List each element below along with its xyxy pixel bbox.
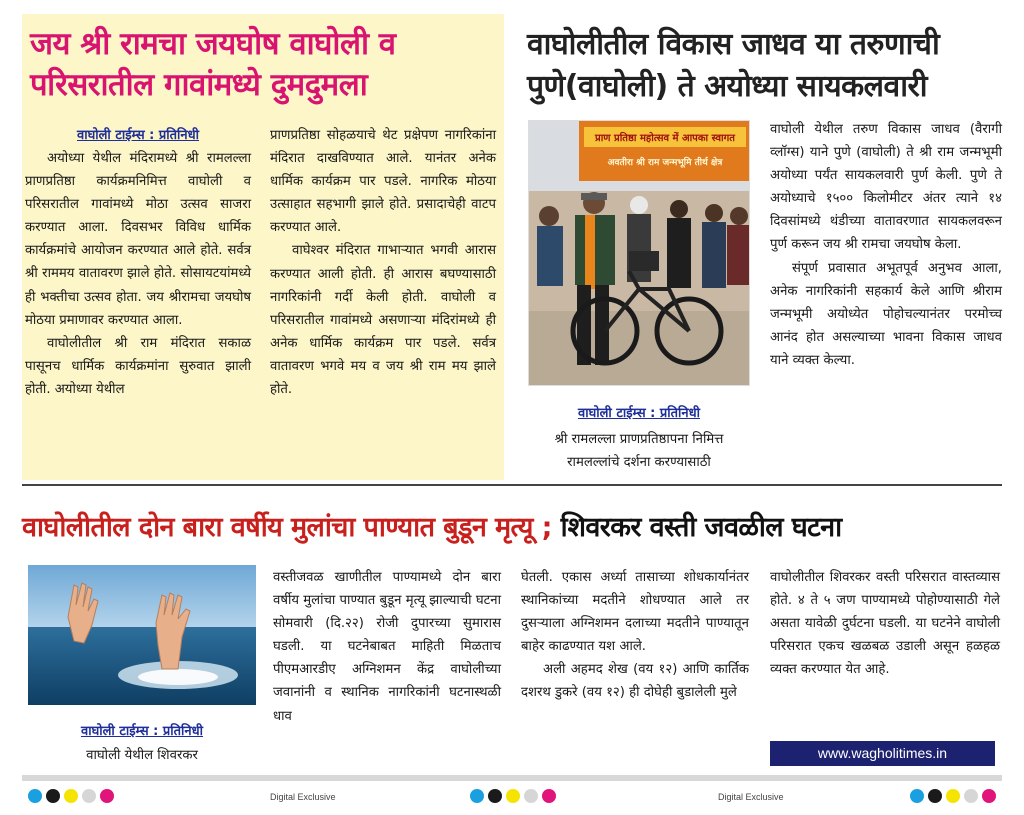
story2-byline-wrap — [528, 402, 750, 425]
black-dot — [46, 789, 60, 803]
story2-caption: श्री रामलल्ला प्राणप्रतिष्ठापना निमित्त रामलल्लांचे दर्शना करण्यासाठी — [554, 432, 724, 470]
story3-column-2 — [521, 566, 749, 705]
registration-marks-right — [910, 789, 996, 803]
story2-column — [770, 118, 1002, 372]
story3-headline-red: वाघोलीतील दोन बारा वर्षीय मुलांचा पाण्यात बुडून मृत्यू ; — [22, 512, 552, 543]
story1-column-2 — [270, 124, 496, 401]
cyan-dot — [910, 789, 924, 803]
story1-headline: जय श्री रामचा जयघोष वाघोली व परिसरातील गावांमध्ये दुमदुमला — [30, 26, 396, 103]
story3-headline — [22, 510, 1007, 546]
drowning-hands-photo — [28, 565, 256, 705]
story1-byline: वाघोली टाईम्स : प्रतिनिधी — [76, 128, 200, 143]
cyan-dot — [28, 789, 42, 803]
cyan-dot — [470, 789, 484, 803]
yellow-dot — [946, 789, 960, 803]
paragraph: वाघेश्वर मंदिरात गाभाऱ्यात भगवी आरास करण्यात आली होती. ही आरास बघण्यासाठी नागरिकांनी गर्दी केली होती. वाघोली व परिसरातील गावांमध्ये असणाऱ्या मंदिरांमध्ये ही अनेक धार्मिक कार्यक्रम पार पडले. सर्वत्र वातावरण भगवे मय व जय श्री राम मय झाले होते. — [270, 243, 496, 398]
drowning-photo-illustration — [28, 565, 256, 705]
story1-column-1 — [25, 124, 251, 401]
cyclist-photo-illustration — [529, 121, 750, 386]
paragraph: अयोध्या येथील मंदिरामध्ये श्री रामलल्ला प्राणप्रतिष्ठा कार्यक्रमनिमित्त वाघोली व परिसरातील गावांमध्ये मोठा उत्सव साजरा करण्यात आला. दिवसभर विविध धार्मिक कार्यक्रमांचे आयोजन करण्यात आले होते. सर्वत्र श्री राममय वातावरण झाले होते. सोसायटयांमध्ये ही भक्तीचा उत्सव होता. जय श्रीरामचा जयघोष मोठया प्रमाणावर करण्यात आला. — [25, 151, 251, 328]
registration-marks-left — [28, 789, 114, 803]
magenta-dot — [542, 789, 556, 803]
paragraph: वाघोली येथील तरुण विकास जाधव (वैरागी व्लॉग्स) याने पुणे (वाघोली) ते श्री राम जन्मभूमी अयोध्या पर्यंत सायकलवारी पुर्ण केली. पुणे ते अयोध्याचे १५०० किलोमीटर अंतर त्याने १४ दिवसांमध्ये थंडीच्या वातावरणात सायकलवरून पुर्ण करून जय श्री रामचा जयघोष केला. — [770, 122, 1002, 253]
photo-banner-text-2: अवतीरा श्री राम जन्मभूमि तीर्थ क्षेत्र — [607, 158, 723, 168]
paragraph: वाघोलीतील शिवरकर वस्ती परिसरात वास्तव्यास होते. ४ ते ५ जण पाण्यामध्ये पोहोण्यासाठी गेले असता यावेळी दुर्घटना घडली. या घटनेने वाघोली परिसरात एकच खळबळ उडाली असून हळहळ व्यक्त करण्यात येत आहे. — [770, 570, 1000, 678]
story-ram-celebration — [22, 14, 504, 480]
cyclist-ayodhya-photo — [528, 120, 750, 386]
magenta-dot — [982, 789, 996, 803]
grey-dot — [964, 789, 978, 803]
website-link[interactable]: www.wagholitimes.in — [770, 741, 995, 766]
story3-lead: वाघोली येथील शिवरकर — [86, 748, 198, 763]
magenta-dot — [100, 789, 114, 803]
section-divider — [22, 484, 1002, 486]
paragraph: वाघोलीतील श्री राम मंदिरात सकाळ पासूनच धार्मिक कार्यक्रमांना सुरुवात झाली होती. अयोध्या येथील — [25, 335, 251, 397]
yellow-dot — [64, 789, 78, 803]
story2-byline: वाघोली टाईम्स : प्रतिनिधी — [577, 406, 701, 421]
story3-column-1 — [273, 566, 501, 728]
registration-marks-middle — [470, 789, 556, 803]
grey-dot — [524, 789, 538, 803]
paragraph: अली अहमद शेख (वय १२) आणि कार्तिक दशरथ डुकरे (वय १२) ही दोघेही बुडालेली मुले — [521, 662, 749, 701]
paragraph: संपूर्ण प्रवासात अभूतपूर्व अनुभव आला, अनेक नागरिकांनी सहकार्य केले आणि श्रीराम जन्मभूमी अयोध्येत पोहोचल्यानंतर परमोच्च आनंद होत असल्याच्या भावना विकास जाधव याने व्यक्त केल्या. — [770, 260, 1002, 368]
digital-exclusive-label: Digital Exclusive — [718, 792, 784, 802]
story3-byline: वाघोली टाईम्स : प्रतिनिधी — [80, 724, 204, 739]
grey-dot — [82, 789, 96, 803]
paragraph: घेतली. एकास अर्ध्या तासाच्या शोधकार्यानंतर स्थानिकांच्या मदतीने शोधण्यात आले तर दुसऱ्याला अग्निशमन दलाच्या मदतीने पाण्यातून बाहेर काढण्यात यश आले. — [521, 570, 749, 655]
story3-headline-black: शिवरकर वस्ती जवळील घटना — [551, 512, 842, 543]
story2-headline: वाघोलीतील विकास जाधव या तरुणाची पुणे(वाघोली) ते अयोध्या सायकलवारी — [527, 27, 940, 104]
footer-bar — [22, 775, 1002, 781]
paragraph: वस्तीजवळ खाणीतील पाण्यामध्ये दोन बारा वर्षीय मुलांचा पाण्यात बुडून मृत्यू झाल्याची घटना सोमवारी (दि.२२) रोजी दुपारच्या सुमारास घडली. या घटनेबाबत माहिती मिळताच पीएमआरडीए अग्निशमन केंद्र वाघोलीच्या जवानांनी व स्थानिक नागरिकांनी घटनास्थळी धाव — [273, 570, 501, 724]
photo-banner-text-1: प्राण प्रतिष्ठा महोत्सव में आपका स्वागत — [595, 133, 735, 144]
paragraph: प्राणप्रतिष्ठा सोहळयाचे थेट प्रक्षेपण नागरिकांना मंदिरात दाखविण्यात आले. यानंतर अनेक धार्मिक कार्यक्रम पार पडले. नागरिक मोठया उत्साहात सहभागी झाले होते. प्रसादाचेही वाटप करण्यात आले. — [270, 128, 496, 236]
digital-exclusive-label: Digital Exclusive — [270, 792, 336, 802]
yellow-dot — [506, 789, 520, 803]
story3-byline-wrap — [28, 720, 256, 743]
story3-column-3 — [770, 566, 1000, 681]
black-dot — [488, 789, 502, 803]
black-dot — [928, 789, 942, 803]
